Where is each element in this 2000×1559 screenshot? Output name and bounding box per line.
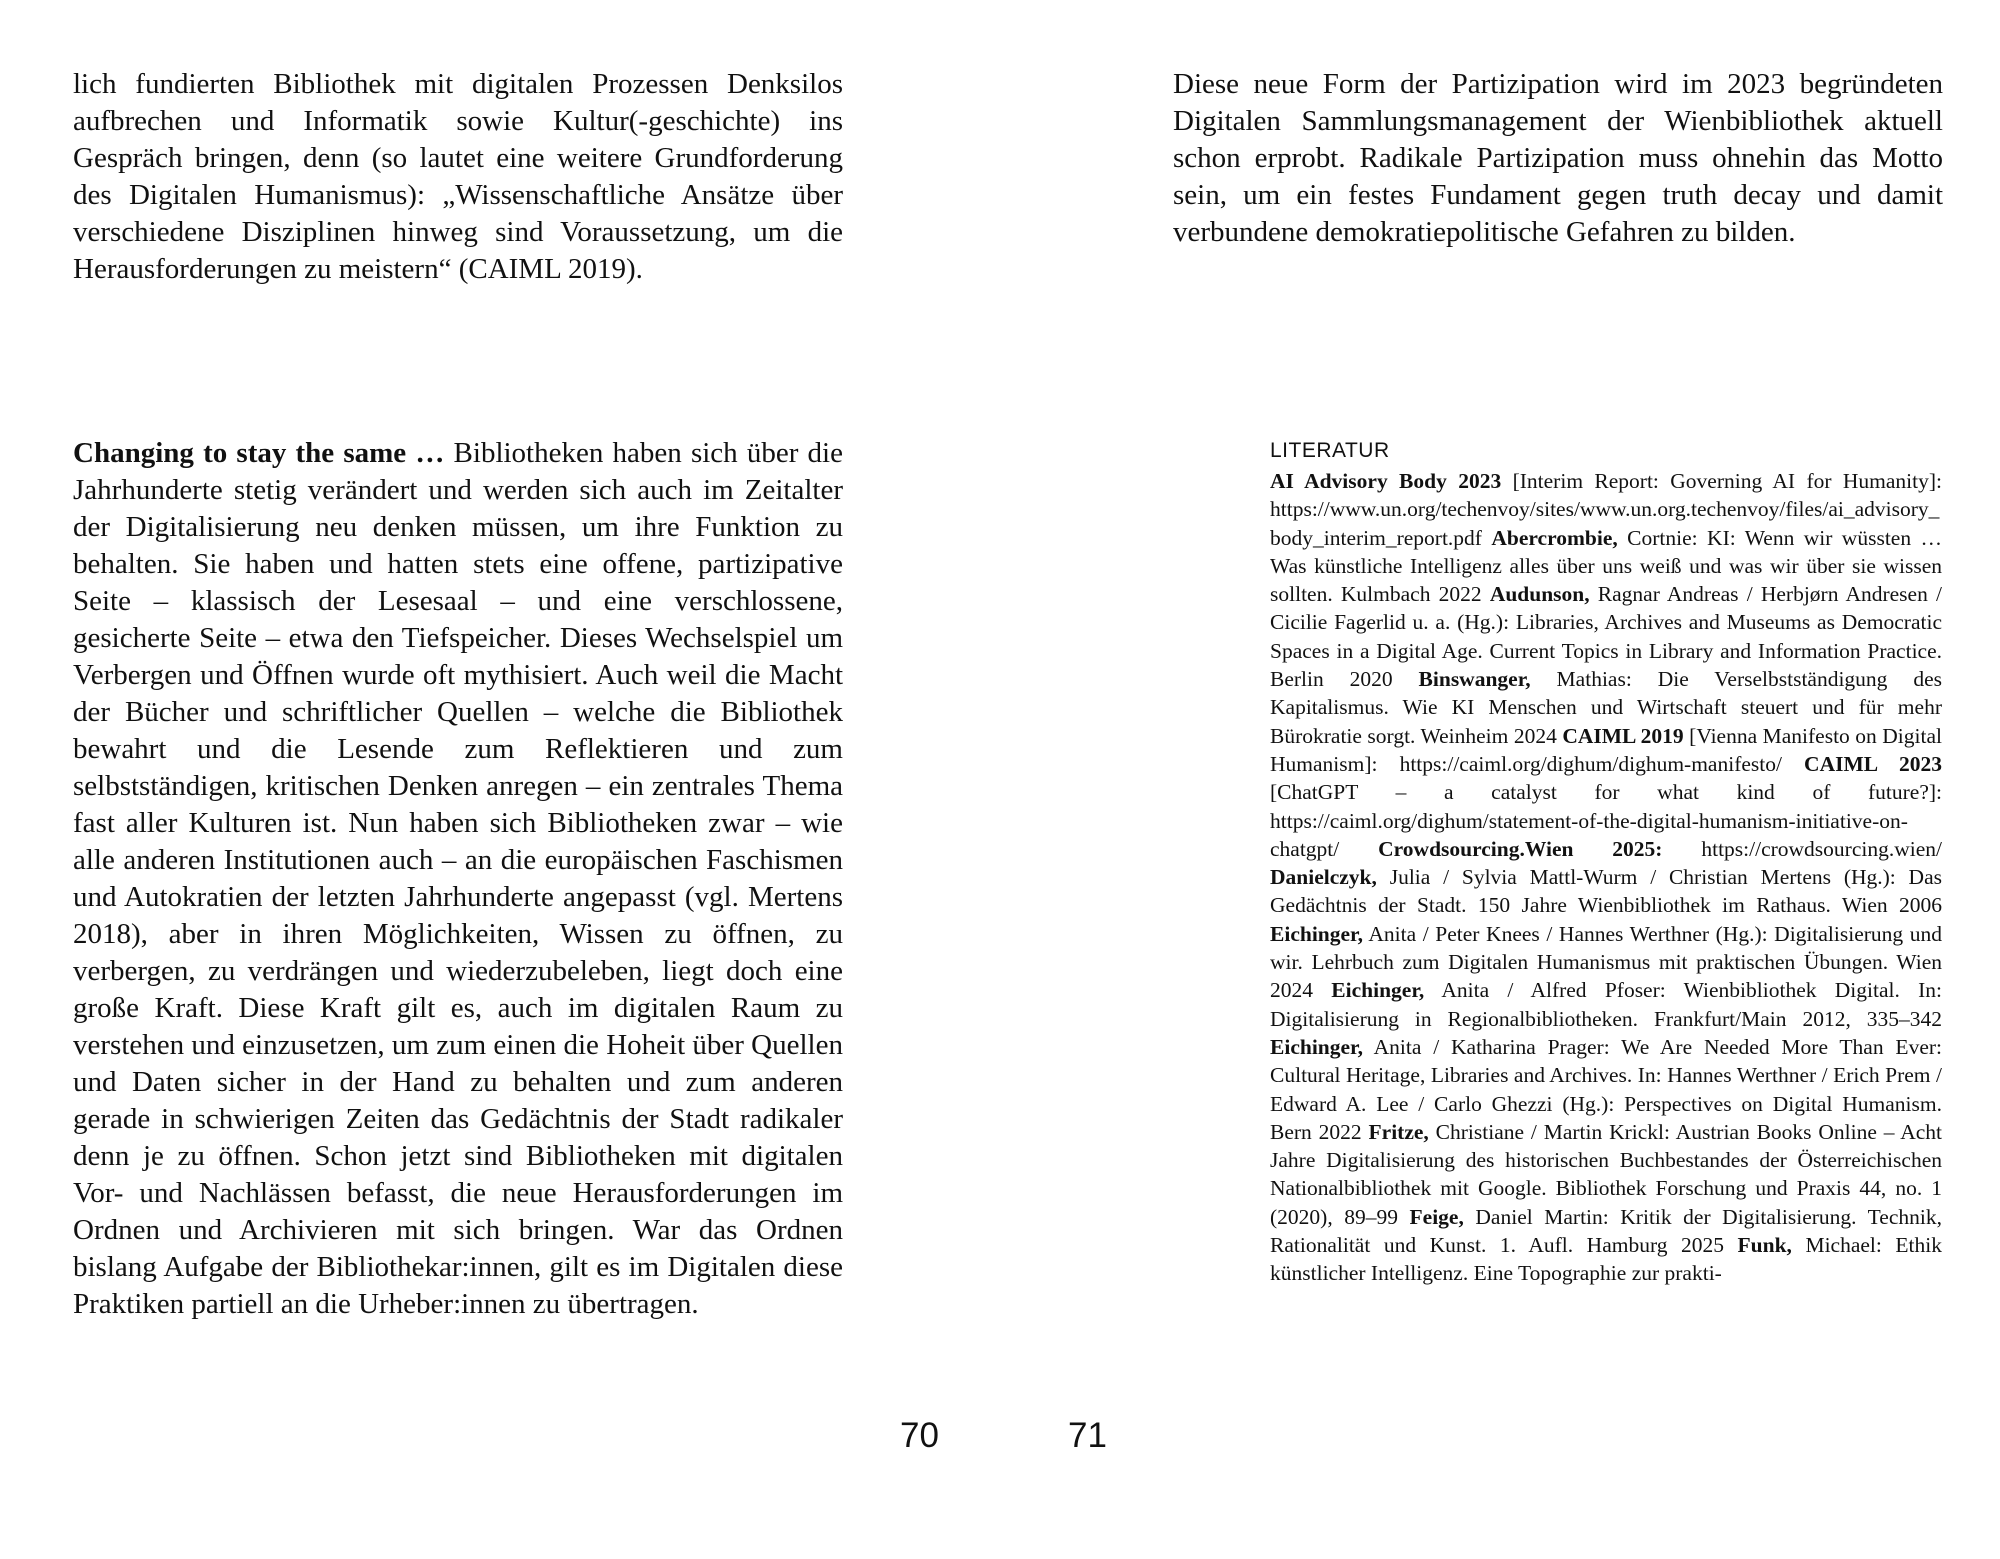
- literature-author: Funk,: [1737, 1233, 1792, 1258]
- right-paragraph-1: Diese neue Form der Partizipation wird im 2023 begründeten Digitalen Sammlungsmanagement der Wienbibliothek aktuell schon erprobt. Radikale Partizipation muss ohnehin das Motto sein, um ein festes Fundament gegen truth decay und damit verbundene demokratiepolitische Gefahren zu bilden.: [1173, 68, 1943, 248]
- literature-author: Eichinger,: [1270, 1034, 1363, 1059]
- literature-text: Daniel Martin: Kritik der Digitalisierung. Technik, Rationalität und Kunst. 1. Aufl. Hamburg 2025: [1270, 1204, 1942, 1258]
- literature-text: Michael: Ethik künstlicher Intelligenz. Eine Topographie zur prakti-: [1270, 1233, 1942, 1286]
- literature-text: Anita / Peter Knees / Hannes Werthner (Hg.): Digitalisierung und wir. Lehrbuch zum Digitalen Humanismus mit praktischen Übungen. Wien 2024: [1270, 921, 1942, 1003]
- literature-text: Mathias: Die Verselbstständigung des Kapitalismus. Wie KI Menschen und Wirtschaft steuert und für mehr Bürokratie sorgt. Weinheim 2024: [1270, 667, 1942, 748]
- literature-text: Cortnie: KI: Wenn wir wüssten … Was künstliche Intelligenz alles über uns weiß und was wir über sie wissen sollten. Kulmbach 2022: [1270, 525, 1942, 607]
- literature-entry: [1270, 865, 1942, 917]
- literature-entry: [1270, 978, 1942, 1030]
- literature-author: Audunson,: [1489, 582, 1590, 607]
- literature-author: Eichinger,: [1270, 921, 1363, 946]
- literature-text: Anita / Katharina Prager: We Are Needed More Than Ever: Cultural Heritage, Libraries and Archives. In: Hannes Werthner / Erich Prem / Edward A. Lee / Carlo Ghezzi (Hg.): Perspectives on Digital Humanism. Bern 2022: [1270, 1034, 1942, 1144]
- literature-author: Binswanger,: [1418, 667, 1531, 692]
- literature-text: Christiane / Martin Krickl: Austrian Books Online – Acht Jahre Digitalisierung des historischen Buchbestandes der Österreichischen Nationalbibliothek mit Google. Bibliothek Forschung und Praxis 44, no. 1 (2020), 89–99: [1270, 1119, 1942, 1229]
- literature-text: Anita / Alfred Pfoser: Wienbibliothek Digital. In: Digitalisierung in Regionalbibliotheken. Frankfurt/Main 2012, 335–342: [1270, 978, 1943, 1031]
- literature-text: [Vienna Manifesto on Digital Humanism]: https://caiml.org/dighum/dighum-manifesto/: [1270, 723, 1942, 776]
- literature-text: [ChatGPT – a catalyst for what kind of future?]: https://caiml.org/dighum/statement-of-the-digital-humanism-initiative-on-chatgpt/: [1270, 780, 1942, 861]
- literature-entry: [1378, 837, 1942, 861]
- literature-text: Ragnar Andreas / Herbjørn Andresen / Cicilie Fagerlid u. a. (Hg.): Libraries, Archives and Museums as Democratic Spaces in a Digital Age. Current Topics in Library and Information Practice. Berlin 2020: [1270, 582, 1942, 692]
- page-number-left: 70: [900, 1416, 939, 1455]
- literature-heading: LITERATUR: [1270, 439, 1390, 462]
- literature-author: Eichinger,: [1331, 978, 1425, 1003]
- page-number-right: 71: [1068, 1416, 1107, 1455]
- literature-text: [Interim Report: Governing AI for Humanity]: https://www.un.org/techenvoy/sites/www.un.org.techenvoy/files/ai_advisory_body_interim_report.pdf: [1270, 469, 1943, 550]
- right-page: [1000, 0, 2000, 1559]
- literature-author: Danielczyk,: [1270, 865, 1377, 890]
- left-paragraph-2-text: Bibliotheken haben sich über die Jahrhunderte stetig verändert und werden sich auch im Zeitalter der Digitalisierung neu denken müssen, um ihre Funktion zu behalten. Sie haben und hatten stets eine offene, partizipative Seite – klassisch der Lesesaal – und eine verschlossene, gesicherte Seite – etwa den Tiefspeicher. Dieses Wechselspiel um Verbergen und Öffnen wurde oft mythisiert. Auch weil die Macht der Bücher und schriftlicher Quellen – welche die Bibliothek bewahrt und die Lesende zum Reflektieren und zum selbstständigen, kritischen Denken anregen – ein zentrales Thema fast aller Kulturen ist. Nun haben sich Bibliotheken zwar – wie alle anderen Institutionen auch – an die europäischen Faschismen und Autokratien der letzten Jahrhunderte angepasst (vgl. Mertens 2018), aber in ihren Möglichkeiten, Wissen zu öffnen, zu verbergen, zu verdrängen und wiederzubeleben, liegt doch eine große Kraft. Diese Kraft gilt es, auch im digitalen Raum zu verstehen und einzusetzen, um zum einen die Hoheit über Quellen und Daten sicher in der Hand zu behalten und zum anderen gerade in schwierigen Zeiten das Gedächtnis der Stadt radikaler denn je zu öffnen. Schon jetzt sind Bibliotheken mit digitalen Vor- und Nachlässen befasst, die neue Herausforderungen im Ordnen und Archivieren mit sich bringen. War das Ordnen bislang Aufgabe der Bibliothekar:innen, gilt es im Digitalen diese Praktiken partiell an die Urheber:innen zu übertragen.: [73, 437, 843, 1320]
- literature-author: Feige,: [1409, 1204, 1464, 1229]
- literature-author: CAIML 2023: [1804, 751, 1942, 776]
- left-paragraph-1: lich fundierten Bibliothek mit digitalen Prozessen Denksilos aufbrechen und Informatik sowie Kultur(-geschichte) ins Gespräch bringen, denn (so lautet eine weitere Grundforderung des Digitalen Humanismus): „Wissenschaftliche Ansätze über verschiedene Disziplinen hinweg sind Voraussetzung, um die Herausforderungen zu meistern“ (CAIML 2019).: [73, 68, 843, 285]
- literature-text: https://crowdsourcing.wien/: [1662, 836, 1942, 861]
- literature-text: Julia / Sylvia Mattl-Wurm / Christian Mertens (Hg.): Das Gedächtnis der Stadt. 150 Jahre Wienbibliothek im Rathaus. Wien 2006: [1270, 865, 1942, 918]
- literature-list: [1270, 467, 1942, 1288]
- literature-author: CAIML 2019: [1562, 723, 1684, 748]
- section-heading: Changing to stay the same …: [73, 437, 445, 469]
- left-paragraph-2: [73, 435, 843, 1323]
- literature-author: AI Advisory Body 2023: [1270, 469, 1502, 493]
- literature-author: Crowdsourcing.Wien 2025:: [1378, 836, 1663, 861]
- literature-author: Abercrombie,: [1491, 525, 1618, 550]
- literature-author: Fritze,: [1368, 1119, 1429, 1144]
